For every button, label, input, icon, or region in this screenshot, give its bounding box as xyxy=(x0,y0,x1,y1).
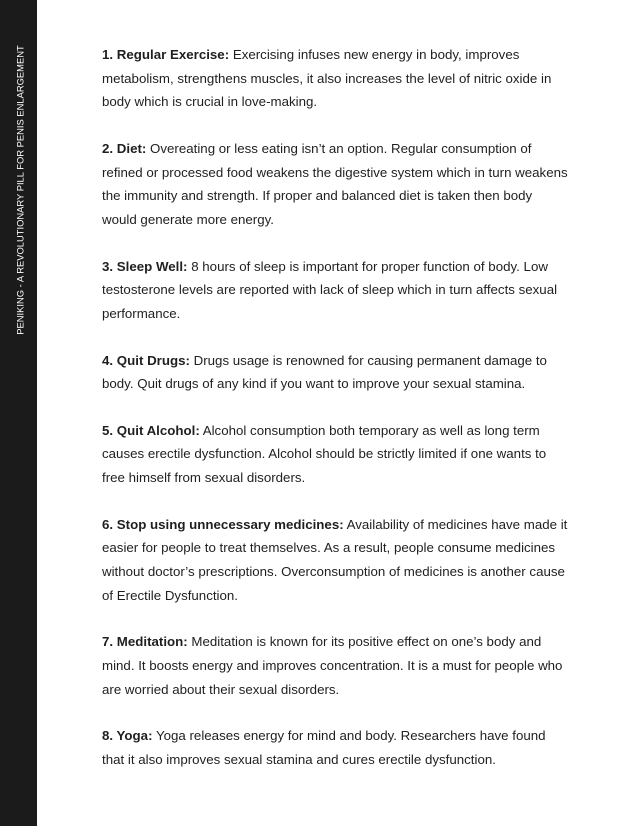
tip-text: 8 hours of sleep is important for proper function of body. Low testosterone levels are reported with lack of sleep which in turn affects sexual performance. xyxy=(102,258,558,321)
tip-title: 4. Quit Drugs: xyxy=(102,352,190,368)
tip-quit-drugs xyxy=(102,349,570,396)
tip-title: 8. Yoga: xyxy=(102,728,153,744)
sidebar-title: PENIKING - A REVOLUTIONARY PILL FOR PENIS ENLARGEMENT xyxy=(14,45,26,335)
tip-meditation xyxy=(102,630,570,701)
tip-text: Exercising infuses new energy in body, improves metabolism, strengthens muscles, it also increases the level of nitric oxide in body which is crucial in love-making. xyxy=(102,47,552,110)
tip-text: Yoga releases energy for mind and body. Researchers have found that it also improves sexual stamina and cures erectile dysfunction. xyxy=(102,728,546,767)
tip-title: 3. Sleep Well: xyxy=(102,258,188,274)
tip-title: 2. Diet: xyxy=(102,140,147,156)
tip-title: 7. Meditation: xyxy=(102,634,188,650)
tip-text: Drugs usage is renowned for causing permanent damage to body. Quit drugs of any kind if you want to improve your sexual stamina. xyxy=(102,352,547,392)
tip-text: Alcohol consumption both temporary as well as long term causes erectile dysfunction. Alcohol should be strictly limited if one wants to free himself from sexual disorders. xyxy=(102,422,547,486)
tip-sleep-well xyxy=(102,255,570,326)
tip-title: 5. Quit Alcohol: xyxy=(102,422,200,438)
tip-yoga xyxy=(102,724,570,771)
tip-text: Availability of medicines have made it easier for people to treat themselves. As a result, people consume medicines without doctor’s prescriptions. Overconsumption of medicines is another cause of Erectile Dysfunction. xyxy=(102,516,568,603)
tip-stop-medicines xyxy=(102,513,570,607)
tip-title: 6. Stop using unnecessary medicines: xyxy=(102,516,344,532)
tip-diet xyxy=(102,137,570,231)
document-body xyxy=(102,43,570,772)
tip-regular-exercise xyxy=(102,43,570,114)
tip-title: 1. Regular Exercise: xyxy=(102,47,230,62)
sidebar xyxy=(0,0,37,826)
tip-text: Overeating or less eating isn’t an option. Regular consumption of refined or processed food weakens the digestive system which in turn weakens the immunity and strength. If proper and balanced diet is taken then body would generate more energy. xyxy=(102,140,568,227)
tip-quit-alcohol xyxy=(102,419,570,490)
tip-text: Meditation is known for its positive effect on one’s body and mind. It boosts energy and improves concentration. It is a must for people who are worried about their sexual disorders. xyxy=(102,634,563,697)
